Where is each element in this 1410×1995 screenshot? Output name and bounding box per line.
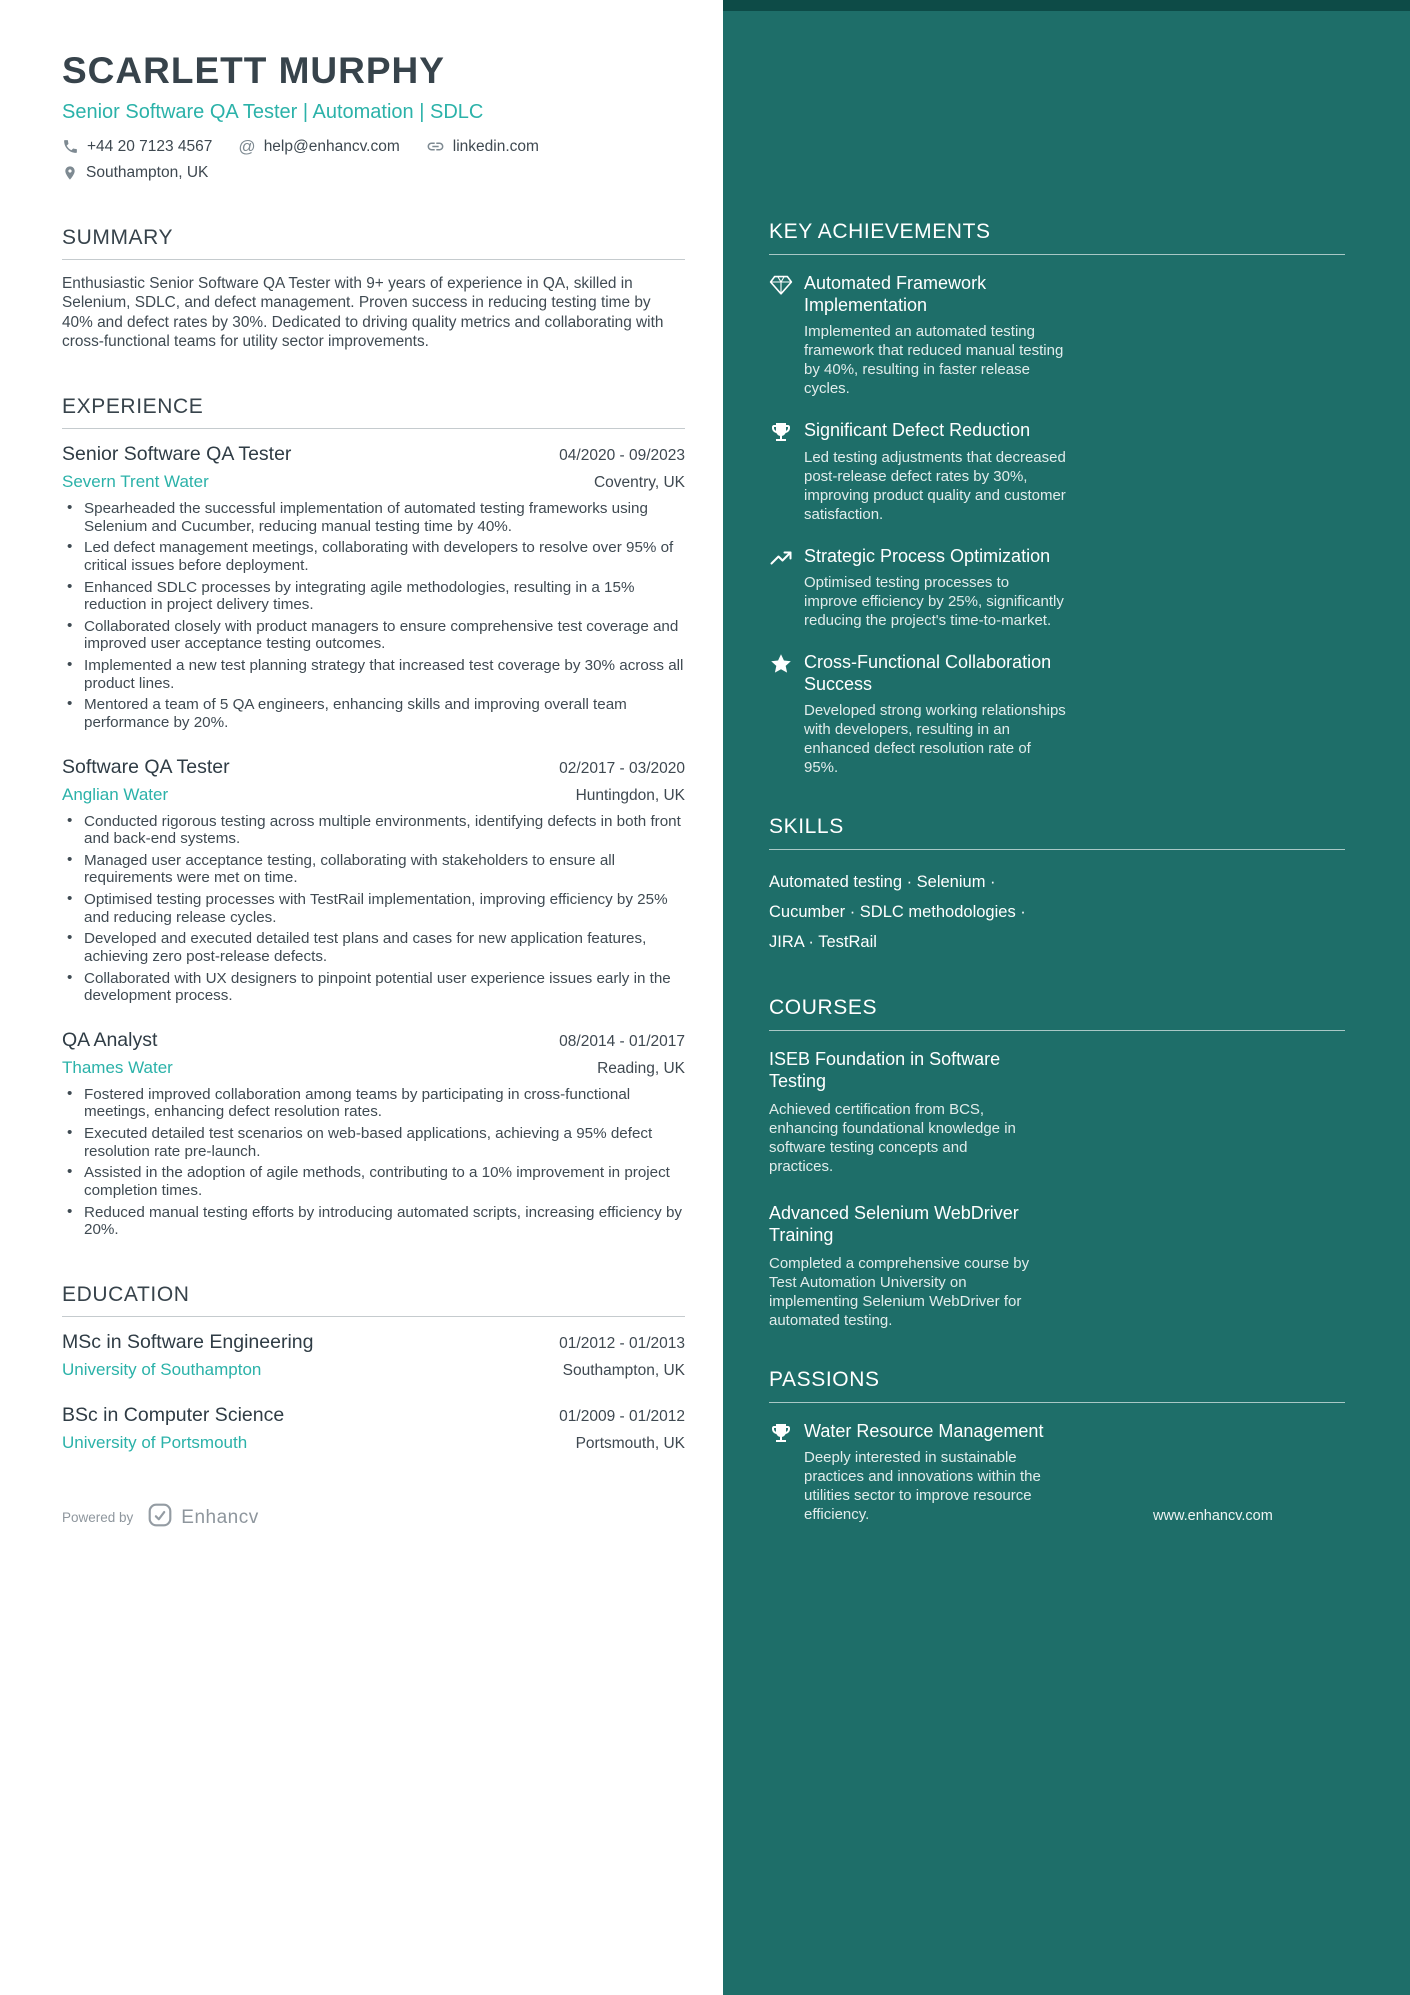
school-name: University of Portsmouth [62, 1432, 248, 1452]
education-location: Southampton, UK [562, 1361, 685, 1379]
achievement-content [804, 545, 1066, 630]
at-icon: @ [238, 137, 256, 156]
skills-section [769, 815, 1345, 957]
education-dates: 01/2012 - 01/2013 [559, 1334, 685, 1352]
skills-heading: SKILLS [769, 815, 1345, 850]
course-item [769, 1202, 1064, 1330]
location-text: Southampton, UK [86, 164, 209, 181]
job-bullets [62, 500, 685, 732]
education-entry [62, 1331, 685, 1380]
education-head-row [62, 1404, 685, 1427]
passions-section [769, 1368, 1345, 1524]
course-title: Advanced Selenium WebDriver Training [769, 1202, 1019, 1246]
job-title: Software QA Tester [62, 755, 230, 778]
passion-text: Deeply interested in sustainable practices and innovations within the utilities sector to improve resource efficiency. [804, 1449, 1041, 1524]
main-column [0, 0, 723, 1453]
job-location: Coventry, UK [593, 474, 685, 491]
education-school-row [62, 1360, 685, 1380]
brand-name: Enhancv [181, 1506, 259, 1528]
job-dates: 04/2020 - 09/2023 [559, 447, 685, 464]
course-text: Achieved certification from BCS, enhancing foundational knowledge in software testing concepts and practices. [769, 1100, 1016, 1175]
powered-by-label: Powered by [62, 1510, 134, 1525]
job-bullets [62, 813, 685, 1005]
summary-section [62, 226, 685, 351]
achievement-title: Significant Defect Reduction [804, 420, 1031, 441]
achievement-item [769, 272, 1069, 398]
email-address: help@enhancv.com [263, 137, 400, 155]
bullet-item: • Executed detailed test scenarios on web-based applications, achieving a 95% defect resolution rate pre-launch. [62, 1125, 685, 1160]
bullet-item: • Mentored a team of 5 QA engineers, enhancing skills and improving overall team performance by 20%. [62, 696, 685, 731]
achievement-content [804, 419, 1066, 523]
bullet-item: • Fostered improved collaboration among teams by participating in cross-functional meetings, enhancing defect resolution rates. [62, 1086, 685, 1121]
job-head-row [62, 1029, 685, 1052]
enhancv-logo-icon [147, 1502, 173, 1533]
education-section [62, 1283, 685, 1453]
achievement-item [769, 545, 1069, 630]
footer-branding [62, 1502, 259, 1533]
experience-heading: EXPERIENCE [62, 395, 685, 429]
achievement-content [804, 651, 1066, 777]
star-icon [769, 651, 793, 777]
job-company: Severn Trent Water [62, 472, 209, 491]
summary-heading: SUMMARY [62, 226, 685, 260]
location-contact [62, 164, 208, 182]
job-company-row [62, 472, 685, 492]
job-entry [62, 1029, 685, 1239]
job-head-row [62, 443, 685, 466]
bullet-item: • Reduced manual testing efforts by introducing automated scripts, increasing efficiency by 20%. [62, 1204, 685, 1239]
bullet-item: • Optimised testing processes with TestRail implementation, improving efficiency by 25% and reducing release cycles. [62, 891, 685, 926]
course-item [769, 1048, 1064, 1176]
job-location: Huntingdon, UK [575, 786, 685, 804]
courses-section [769, 996, 1345, 1330]
job-dates: 02/2017 - 03/2020 [559, 759, 685, 777]
degree-title: MSc in Software Engineering [62, 1330, 314, 1353]
phone-contact [62, 138, 212, 156]
summary-text: Enthusiastic Senior Software QA Tester with 9+ years of experience in QA, skilled in Selenium, SDLC, and defect management. Proven success in reducing testing time by 40% and defect rates by 30%. Dedicated to driving quality metrics and collaborating with cross-functional teams for utility sector improvements. [62, 275, 664, 350]
job-title: QA Analyst [62, 1028, 158, 1051]
header [62, 50, 685, 182]
job-bullets [62, 1086, 685, 1239]
education-location: Portsmouth, UK [575, 1434, 685, 1452]
job-entry [62, 443, 685, 732]
location-icon [62, 165, 78, 181]
key-achievements-section [769, 220, 1345, 777]
course-text: Completed a comprehensive course by Test Automation University on implementing Selenium WebDriver for automated testing. [769, 1254, 1030, 1329]
achievement-title: Cross-Functional Collaboration Success [804, 652, 1052, 695]
enhancv-brand[interactable] [147, 1502, 258, 1533]
achievement-text: Optimised testing processes to improve efficiency by 25%, significantly reducing the project's time-to-market. [804, 573, 1064, 629]
bullet-item: • Developed and executed detailed test plans and cases for new application features, achieving zero post-release defects. [62, 930, 685, 965]
passion-item [769, 1420, 1069, 1524]
achievement-item [769, 651, 1069, 777]
education-entry [62, 1404, 685, 1453]
bullet-item: • Led defect management meetings, collaborating with developers to resolve over 95% of critical issues before deployment. [62, 539, 685, 574]
trending-arrows-icon [769, 545, 793, 630]
school-name: University of Southampton [62, 1359, 262, 1379]
location-row [62, 164, 685, 182]
education-head-row [62, 1331, 685, 1354]
trophy-icon [769, 1420, 793, 1524]
skills-list: Automated testing · Selenium · Cucumber · SDLC methodologies · JIRA · TestRail [769, 873, 1026, 952]
achievement-content [804, 272, 1066, 398]
passions-heading: PASSIONS [769, 1368, 1345, 1403]
education-heading: EDUCATION [62, 1283, 685, 1317]
achievement-title: Automated Framework Implementation [804, 273, 987, 316]
bullet-item: • Collaborated with UX designers to pinpoint potential user experience issues early in the development process. [62, 970, 685, 1005]
job-title: Senior Software QA Tester [62, 443, 292, 465]
phone-icon [62, 138, 79, 155]
job-company-row [62, 1058, 685, 1078]
link-text: linkedin.com [452, 137, 539, 155]
phone-number: +44 20 7123 4567 [87, 137, 213, 155]
passion-content [804, 1420, 1066, 1524]
achievement-text: Developed strong working relationships with developers, resulting in an enhanced defect resolution rate of 95%. [804, 702, 1066, 777]
email-contact[interactable] [238, 138, 399, 156]
trophy-icon [769, 419, 793, 523]
education-dates: 01/2009 - 01/2012 [559, 1407, 685, 1425]
bullet-item: • Implemented a new test planning strategy that increased test coverage by 30% across all product lines. [62, 657, 685, 692]
job-head-row [62, 756, 685, 779]
course-title: ISEB Foundation in Software Testing [769, 1048, 1001, 1091]
achievement-item [769, 419, 1069, 523]
education-school-row [62, 1433, 685, 1453]
link-contact[interactable] [426, 137, 539, 156]
job-company: Thames Water [62, 1057, 173, 1077]
job-headline: Senior Software QA Tester | Automation | SDLC [62, 101, 484, 123]
sidebar [723, 0, 1410, 1995]
sidebar-content [723, 0, 1410, 1524]
job-location: Reading, UK [597, 1059, 685, 1077]
job-entry [62, 756, 685, 1005]
bullet-item: • Managed user acceptance testing, collaborating with stakeholders to ensure all requirements were met on time. [62, 852, 685, 887]
bullet-item: • Collaborated closely with product managers to ensure comprehensive test coverage and improved user acceptance testing outcomes. [62, 618, 685, 653]
job-company: Anglian Water [62, 784, 169, 804]
passion-title: Water Resource Management [804, 1420, 1044, 1441]
contact-row [62, 137, 685, 156]
gem-icon [769, 272, 793, 398]
job-company-row [62, 785, 685, 805]
sidebar-top-stripe [723, 0, 1410, 11]
bullet-item: • Enhanced SDLC processes by integrating agile methodologies, resulting in a 15% reduction in project delivery times. [62, 579, 685, 614]
experience-section [62, 395, 685, 1239]
link-icon [426, 137, 445, 156]
person-name: SCARLETT MURPHY [62, 50, 445, 91]
courses-heading: COURSES [769, 996, 1345, 1031]
job-dates: 08/2014 - 01/2017 [559, 1032, 685, 1050]
bullet-item: • Spearheaded the successful implementation of automated testing frameworks using Selenium and Cucumber, reducing manual testing time by 40%. [62, 500, 685, 535]
degree-title: BSc in Computer Science [62, 1403, 285, 1426]
footer-site-link[interactable]: www.enhancv.com [1153, 1508, 1273, 1524]
achievement-text: Led testing adjustments that decreased post-release defect rates by 30%, improving product quality and customer satisfaction. [804, 448, 1066, 523]
achievement-text: Implemented an automated testing framework that reduced manual testing by 40%, resulting in faster release cycles. [804, 323, 1064, 398]
key-achievements-heading: KEY ACHIEVEMENTS [769, 220, 1345, 255]
bullet-item: • Conducted rigorous testing across multiple environments, identifying defects in both front and back-end systems. [62, 813, 685, 848]
bullet-item: • Assisted in the adoption of agile methods, contributing to a 10% improvement in project completion times. [62, 1164, 685, 1199]
achievement-title: Strategic Process Optimization [804, 545, 1051, 566]
